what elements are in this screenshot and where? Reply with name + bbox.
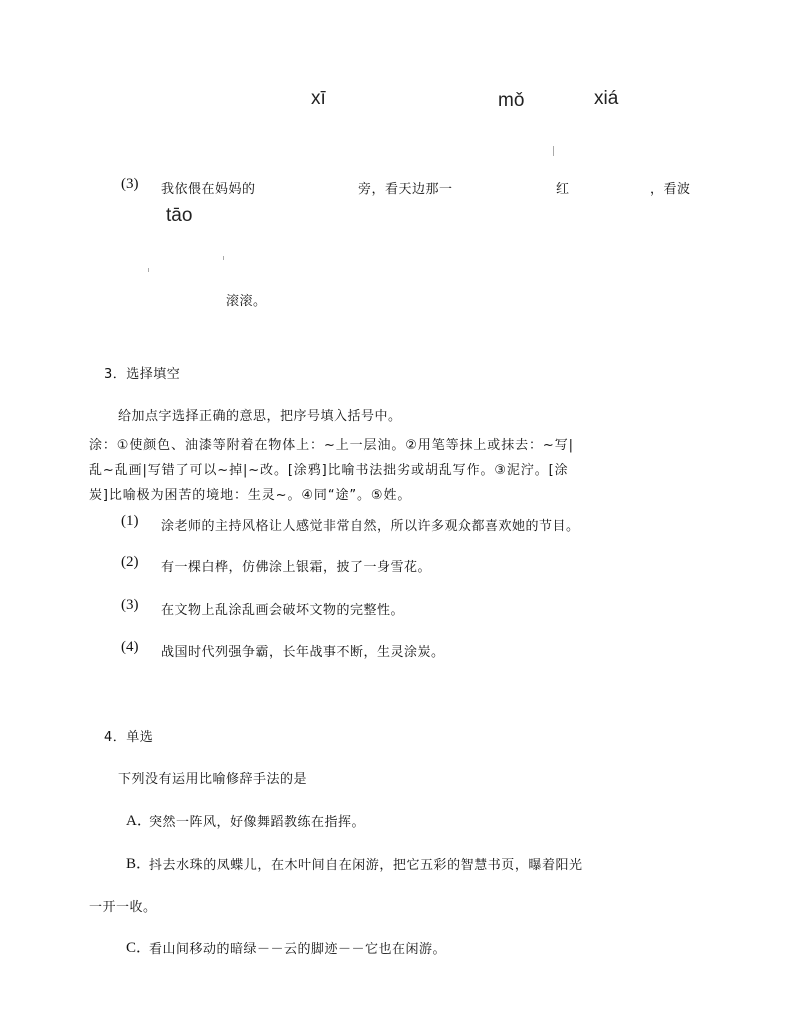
definition-line-2: 乱~乱画|写错了可以~掉|~改。[涂鸦]比喻书法拙劣或胡乱写作。③泥泞。[涂: [89, 463, 569, 478]
question-3-instruction: 给加点字选择正确的意思，把序号填入括号中。: [118, 409, 402, 424]
option-text-a: 突然一阵风，好像舞蹈教练在指挥。: [149, 815, 366, 830]
scan-speck: [553, 146, 554, 156]
option-text-c: 看山间移动的暗绿－－云的脚迹－－它也在闲游。: [149, 942, 447, 957]
pinyin-xi: xī: [311, 88, 326, 109]
sentence-item: 有一棵白桦，仿佛涂上银霜，披了一身雪花。: [161, 560, 432, 575]
option-letter-a[interactable]: A．: [126, 813, 152, 829]
pinyin-tao: tāo: [166, 205, 193, 226]
fill-text-part2: 旁，看天边那一: [358, 182, 453, 197]
item-number: (1): [121, 513, 139, 529]
pinyin-mo: mǒ: [498, 90, 525, 111]
item-number: (2): [121, 554, 139, 570]
fill-text-part1: 我依偎在妈妈的: [161, 182, 256, 197]
sentence-item: 涂老师的主持风格让人感觉非常自然，所以许多观众都喜欢她的节目。: [161, 519, 580, 534]
fill-text-part4: ，看波: [650, 182, 691, 197]
fill-text-part3: 红: [556, 182, 570, 197]
item-number: (4): [121, 639, 139, 655]
question-4-heading: 4．单选: [104, 730, 154, 745]
question-4-prompt: 下列没有运用比喻修辞手法的是: [118, 772, 308, 787]
item-number: (3): [121, 176, 139, 192]
option-text-b-continuation: 一开一收。: [89, 900, 157, 915]
sentence-item: 在文物上乱涂乱画会破坏文物的完整性。: [161, 603, 405, 618]
option-letter-c[interactable]: C．: [126, 940, 152, 956]
option-text-b: 抖去水珠的凤蝶儿，在木叶间自在闲游，把它五彩的智慧书页，曝着阳光: [149, 858, 583, 873]
scan-speck: [148, 268, 149, 272]
sentence-item: 战国时代列强争霸，长年战事不断，生灵涂炭。: [161, 645, 445, 660]
definition-line-1: 涂：①使颜色、油漆等附着在物体上：~上一层油。②用笔等抹上或抹去：~写|: [89, 438, 574, 453]
scan-speck: [223, 256, 224, 260]
fill-text-part5: 滚滚。: [226, 294, 267, 309]
question-3-heading: 3．选择填空: [104, 367, 181, 382]
item-number: (3): [121, 597, 139, 613]
option-letter-b[interactable]: B．: [126, 856, 152, 872]
definition-line-3: 炭]比喻极为困苦的境地：生灵~。④同“途”。⑤姓。: [89, 488, 412, 503]
pinyin-xia: xiá: [594, 88, 619, 109]
